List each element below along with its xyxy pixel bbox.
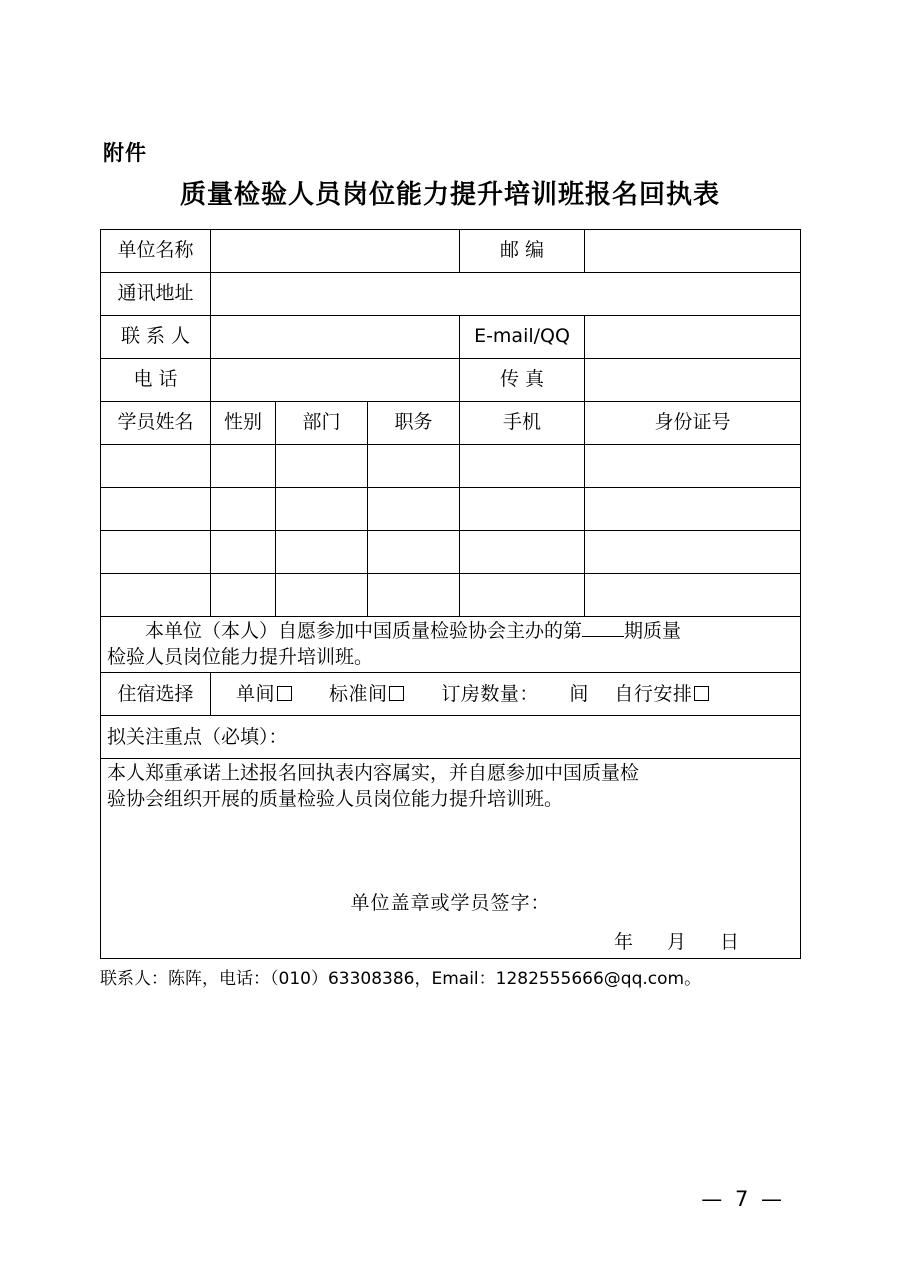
- table-row: [101, 574, 801, 617]
- address-input[interactable]: [211, 273, 801, 316]
- student-department-input[interactable]: [276, 445, 368, 488]
- focus-points-label: 拟关注重点（必填）：: [107, 725, 288, 748]
- signature-label: 单位盖章或学员签字：: [350, 891, 551, 914]
- unit-name-input[interactable]: [211, 230, 460, 273]
- promise-line2: 验协会组织开展的质量检验人员岗位能力提升培训班。: [107, 788, 564, 811]
- date-month-label: 月: [666, 931, 686, 954]
- promise-cell: [101, 759, 801, 959]
- column-header-gender: 性别: [211, 402, 276, 445]
- student-id-input[interactable]: [585, 574, 801, 617]
- table-row: [101, 759, 801, 959]
- table-row: [101, 488, 801, 531]
- single-room-label: 单间: [236, 682, 276, 705]
- student-mobile-input[interactable]: [460, 531, 585, 574]
- declaration-line2: 检验人员岗位能力提升培训班。: [107, 645, 374, 668]
- student-gender-input[interactable]: [211, 445, 276, 488]
- column-header-name: 学员姓名: [101, 402, 211, 445]
- student-gender-input[interactable]: [211, 488, 276, 531]
- room-count-unit: 间: [569, 682, 589, 705]
- footer-contact-line: 联系人：陈阵，电话：（010）63308386，Email：1282555666@qq.com。: [100, 968, 702, 989]
- fax-label: 传 真: [460, 359, 585, 402]
- student-mobile-input[interactable]: [460, 445, 585, 488]
- focus-points-cell[interactable]: [101, 716, 801, 759]
- single-room-checkbox[interactable]: [277, 686, 292, 701]
- student-id-input[interactable]: [585, 445, 801, 488]
- phone-input[interactable]: [211, 359, 460, 402]
- table-row: [101, 273, 801, 316]
- room-count-label: 订房数量：: [441, 682, 539, 705]
- self-arrange-label: 自行安排: [614, 682, 693, 705]
- standard-room-checkbox[interactable]: [389, 686, 404, 701]
- table-row: [101, 617, 801, 673]
- table-row: [101, 531, 801, 574]
- student-position-input[interactable]: [368, 445, 460, 488]
- phone-label: 电 话: [101, 359, 211, 402]
- student-mobile-input[interactable]: [460, 574, 585, 617]
- table-header-row: [101, 402, 801, 445]
- table-row: [101, 316, 801, 359]
- student-position-input[interactable]: [368, 574, 460, 617]
- table-row: [101, 230, 801, 273]
- page-title: 质量检验人员岗位能力提升培训班报名回执表: [179, 180, 720, 211]
- student-department-input[interactable]: [276, 488, 368, 531]
- declaration-line1-before: 本单位（本人）自愿参加中国质量检验协会主办的第: [145, 620, 583, 643]
- contact-input[interactable]: [211, 316, 460, 359]
- student-mobile-input[interactable]: [460, 488, 585, 531]
- student-department-input[interactable]: [276, 531, 368, 574]
- contact-label: 联 系 人: [101, 316, 211, 359]
- student-name-input[interactable]: [101, 488, 211, 531]
- declaration-line1-after: 期质量: [624, 620, 682, 643]
- attachment-label: 附件: [103, 141, 147, 165]
- email-input[interactable]: [585, 316, 801, 359]
- table-row: [101, 445, 801, 488]
- student-id-input[interactable]: [585, 531, 801, 574]
- lodging-options: [211, 673, 801, 716]
- column-header-position: 职务: [368, 402, 460, 445]
- student-position-input[interactable]: [368, 531, 460, 574]
- date-day-label: 日: [720, 931, 740, 954]
- page-number: — 7 —: [701, 1187, 785, 1211]
- table-row: [101, 359, 801, 402]
- date-year-label: 年: [613, 931, 633, 954]
- student-name-input[interactable]: [101, 445, 211, 488]
- address-label: 通讯地址: [101, 273, 211, 316]
- self-arrange-checkbox[interactable]: [694, 686, 709, 701]
- column-header-mobile: 手机: [460, 402, 585, 445]
- student-department-input[interactable]: [276, 574, 368, 617]
- standard-room-label: 标准间: [328, 682, 388, 705]
- unit-name-label: 单位名称: [101, 230, 211, 273]
- email-label: E-mail/QQ: [460, 316, 585, 359]
- student-name-input[interactable]: [101, 574, 211, 617]
- column-header-department: 部门: [276, 402, 368, 445]
- student-position-input[interactable]: [368, 488, 460, 531]
- date-line: [107, 930, 794, 956]
- student-gender-input[interactable]: [211, 574, 276, 617]
- column-header-id-number: 身份证号: [585, 402, 801, 445]
- session-number-blank[interactable]: [582, 621, 624, 637]
- table-row: [101, 716, 801, 759]
- table-row: [101, 673, 801, 716]
- fax-input[interactable]: [585, 359, 801, 402]
- student-gender-input[interactable]: [211, 531, 276, 574]
- promise-line1: 本人郑重承诺上述报名回执表内容属实，并自愿参加中国质量检: [107, 762, 640, 785]
- postcode-label: 邮 编: [460, 230, 585, 273]
- registration-form-table: [100, 229, 801, 959]
- declaration-paragraph: [101, 617, 801, 673]
- student-id-input[interactable]: [585, 488, 801, 531]
- student-name-input[interactable]: [101, 531, 211, 574]
- postcode-input[interactable]: [585, 230, 801, 273]
- lodging-label: 住宿选择: [101, 673, 211, 716]
